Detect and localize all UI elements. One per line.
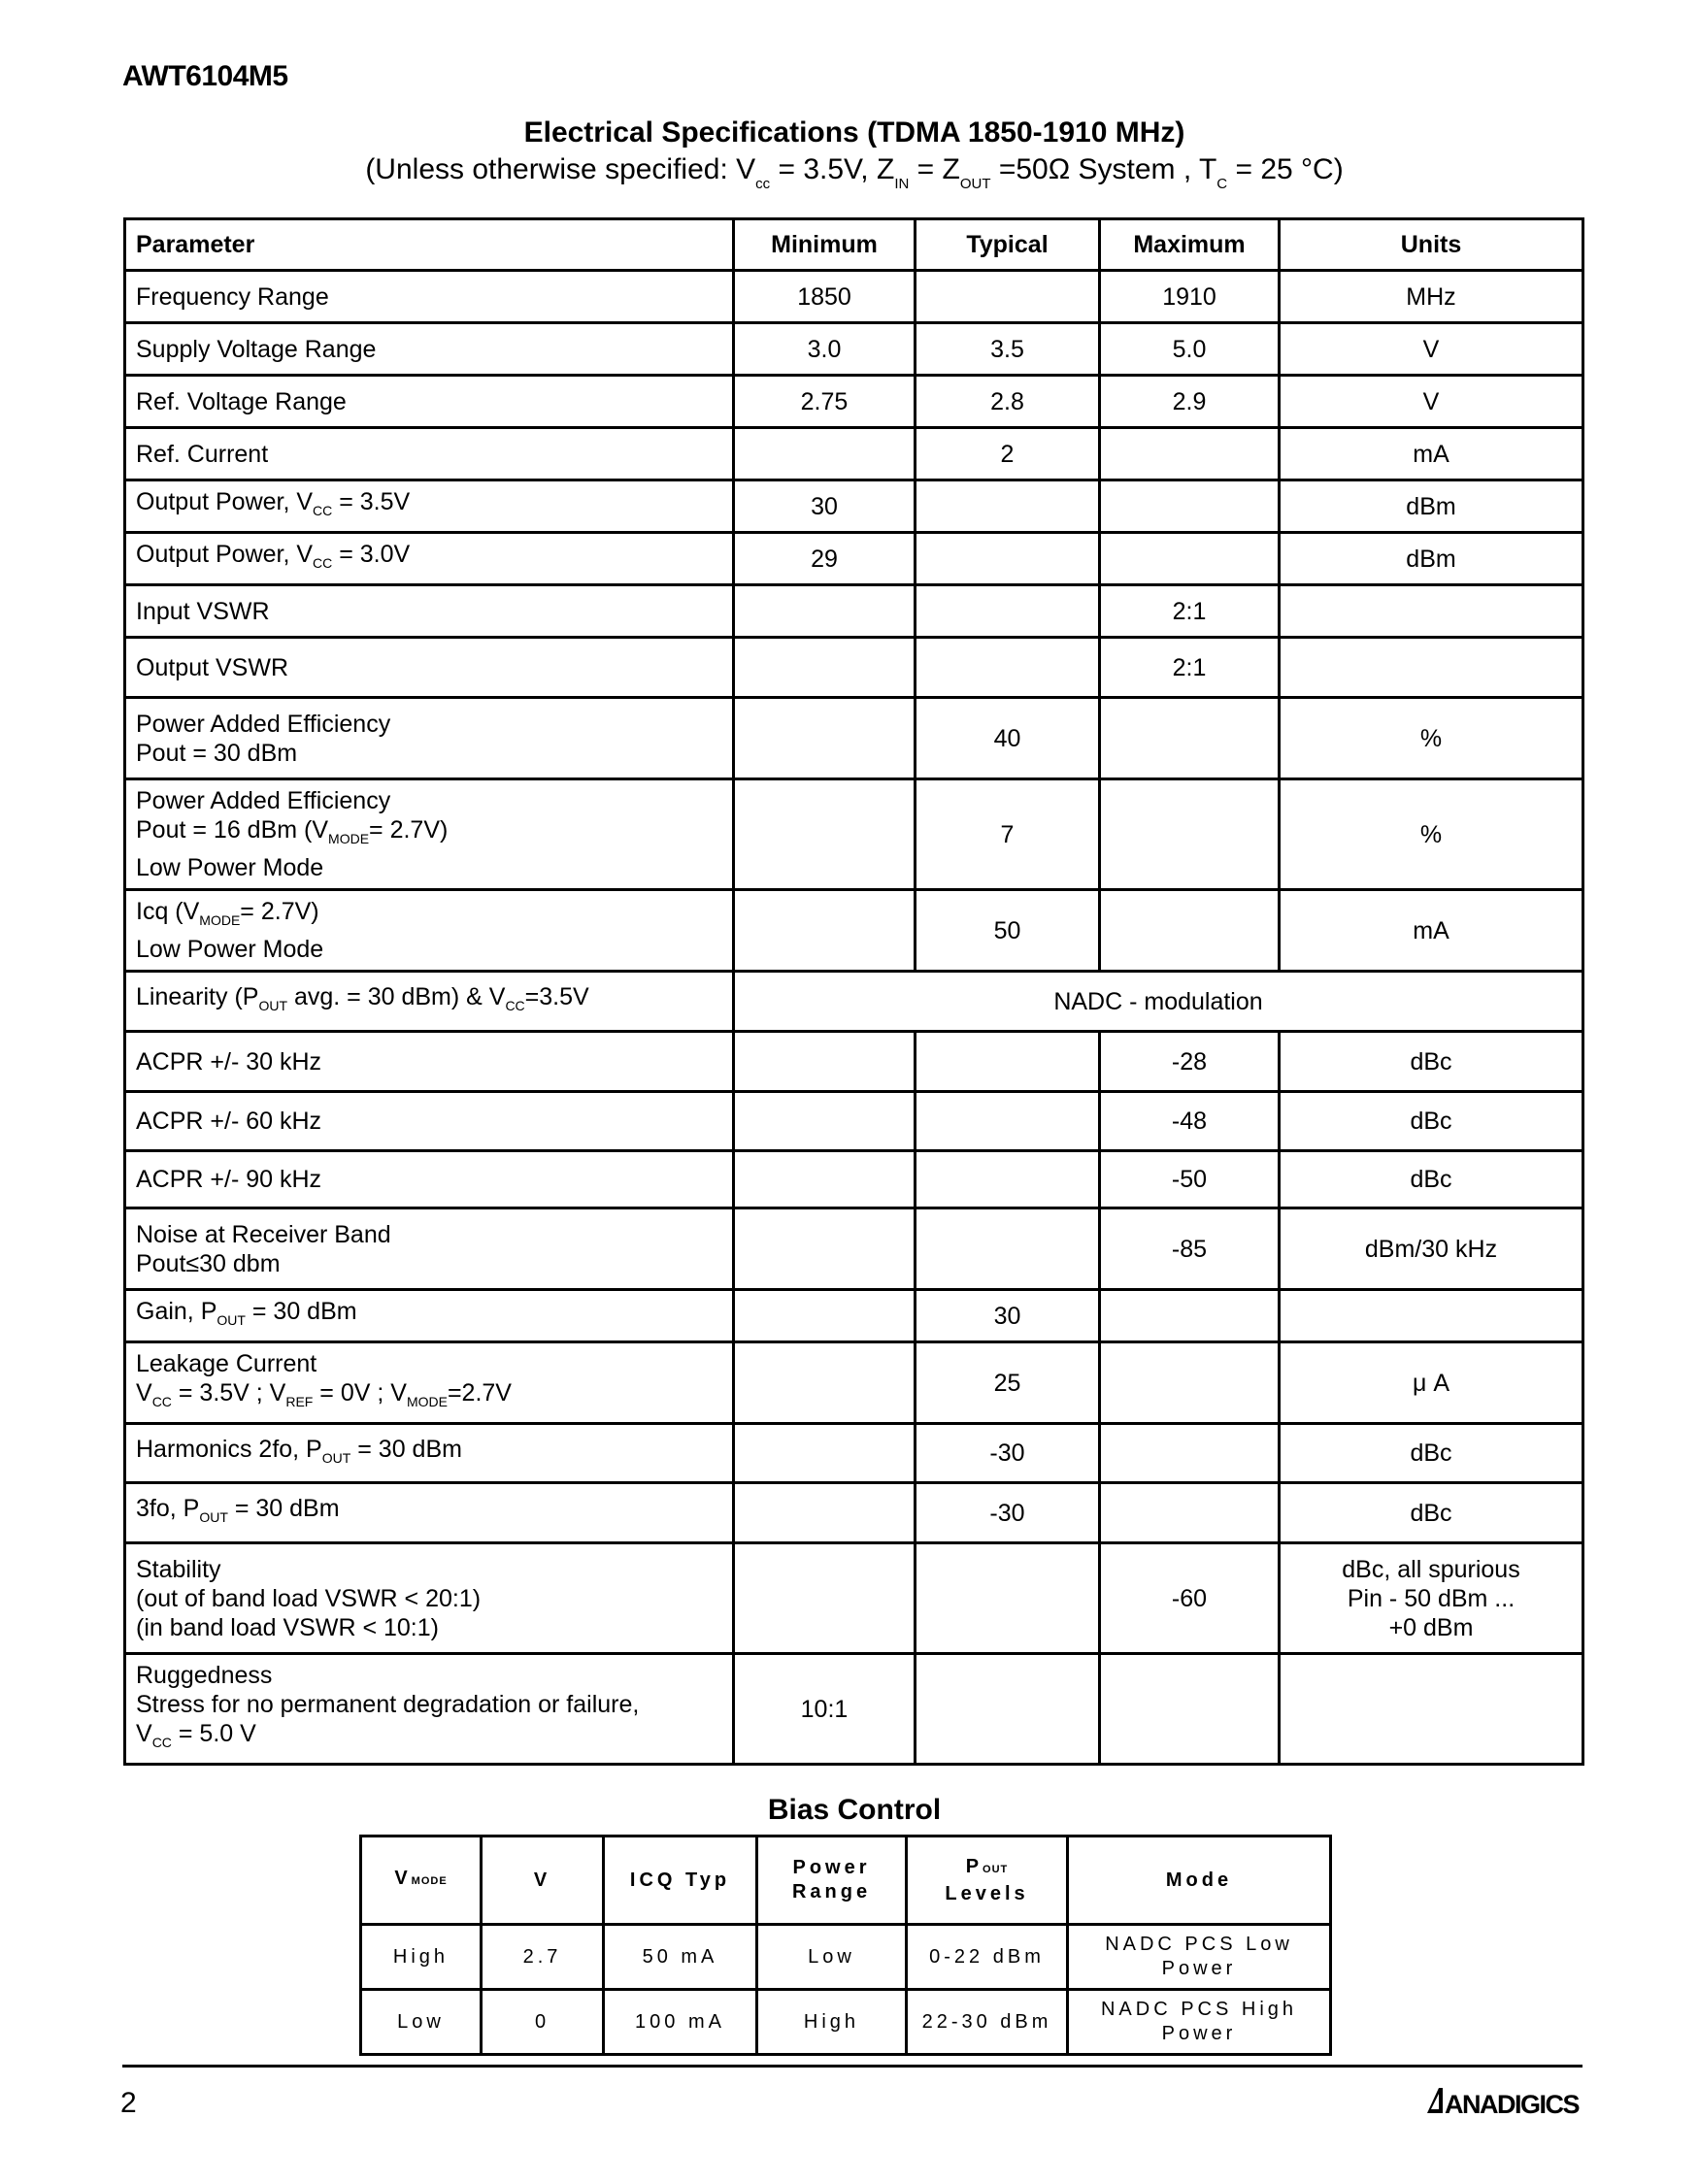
min-cell <box>734 698 916 779</box>
table-row <box>125 585 1583 638</box>
header-vmode: VMODE <box>361 1837 482 1925</box>
header-v: V <box>482 1837 604 1925</box>
header-maximum: Maximum <box>1100 219 1280 271</box>
param-cell: Ref. Current <box>125 428 734 480</box>
units-cell: dBc <box>1280 1092 1583 1151</box>
min-cell <box>734 1032 916 1092</box>
min-cell: 29 <box>734 533 916 585</box>
table-row <box>125 533 1583 585</box>
units-cell: % <box>1280 779 1583 890</box>
typ-cell: 25 <box>916 1342 1100 1424</box>
table-row <box>125 779 1583 890</box>
units-cell: dBc <box>1280 1424 1583 1483</box>
part-number: AWT6104M5 <box>122 60 288 92</box>
units-cell: mA <box>1280 428 1583 480</box>
spec-title: Electrical Specifications (TDMA 1850-1910 MHz) <box>523 116 1185 149</box>
units-cell: dBm <box>1280 533 1583 585</box>
min-cell: 10:1 <box>734 1654 916 1765</box>
min-cell <box>734 1342 916 1424</box>
table-header-row <box>125 219 1583 271</box>
logo-text: ANADIGICS <box>1445 2090 1580 2119</box>
typ-cell <box>916 585 1100 638</box>
units-cell: V <box>1280 323 1583 376</box>
bias-header-row <box>361 1837 1331 1925</box>
param-cell: Ref. Voltage Range <box>125 376 734 428</box>
param-cell: Output Power, $V_{CC} = 3.0V$ <box>125 533 734 585</box>
units-cell: MHz <box>1280 271 1583 323</box>
bias-control-title: Bias Control <box>767 1794 942 1826</box>
min-cell: 1850 <box>734 271 916 323</box>
table-row <box>125 271 1583 323</box>
table-row <box>125 1543 1583 1654</box>
max-cell: -60 <box>1100 1543 1280 1654</box>
bias-mode: NADC PCS Low Power <box>1068 1925 1331 1990</box>
max-cell <box>1100 698 1280 779</box>
param-cell: ACPR +/- 30 kHz <box>125 1032 734 1092</box>
param-cell: Frequency Range <box>125 271 734 323</box>
max-cell <box>1100 1424 1280 1483</box>
typ-cell: -30 <box>916 1424 1100 1483</box>
typ-cell <box>916 271 1100 323</box>
anadigics-logo <box>1425 2080 1584 2123</box>
units-cell: dBc, all spurious Pin - 50 dBm ... +0 dBm <box>1280 1543 1583 1654</box>
min-cell <box>734 1424 916 1483</box>
typ-cell <box>916 1208 1100 1290</box>
header-typical: Typical <box>916 219 1100 271</box>
header-pout-levels: POUT Levels <box>907 1837 1068 1925</box>
typ-cell <box>916 1092 1100 1151</box>
table-row <box>125 1654 1583 1765</box>
param-cell: Leakage Current $V_{CC} = 3.5V$ ; $V_{REF} = 0V$ ; $V_{MODE}=2.7V$ <box>125 1342 734 1424</box>
param-cell: Output VSWR <box>125 638 734 698</box>
table-row <box>125 376 1583 428</box>
table-row <box>125 1424 1583 1483</box>
min-cell <box>734 1151 916 1208</box>
bias-range: High <box>757 1990 907 2055</box>
param-cell: Icq $(V_{MODE}= 2.7V)$ Low Power Mode <box>125 890 734 972</box>
min-cell <box>734 1543 916 1654</box>
param-cell: Power Added Efficiency Pout = 30 dBm <box>125 698 734 779</box>
bias-levels: 0-22 dBm <box>907 1925 1068 1990</box>
max-cell <box>1100 890 1280 972</box>
min-cell <box>734 779 916 890</box>
bias-v: 2.7 <box>482 1925 604 1990</box>
bias-row <box>361 1990 1331 2055</box>
units-cell: dBc <box>1280 1483 1583 1543</box>
units-cell: dBm <box>1280 480 1583 533</box>
table-row <box>125 972 1583 1032</box>
param-cell: Stability (out of band load VSWR < 20:1) (in band load VSWR < 10:1) <box>125 1543 734 1654</box>
typ-cell <box>916 533 1100 585</box>
max-cell: 1910 <box>1100 271 1280 323</box>
units-cell: dBc <box>1280 1032 1583 1092</box>
header-minimum: Minimum <box>734 219 916 271</box>
typ-cell <box>916 1032 1100 1092</box>
max-cell: -50 <box>1100 1151 1280 1208</box>
spec-conditions: (Unless otherwise specified: $V_{cc} = 3.5V$, $Z_{IN} = Z_{OUT} =50\Omega$ System , $T_C = 25$ °C) <box>365 153 1344 192</box>
min-cell <box>734 638 916 698</box>
units-cell: V <box>1280 376 1583 428</box>
table-row <box>125 1290 1583 1342</box>
param-cell: Ruggedness Stress for no permanent degradation or failure, $V_{CC} = 5.0$ V <box>125 1654 734 1765</box>
param-cell: Supply Voltage Range <box>125 323 734 376</box>
footer-rule <box>122 2065 1582 2068</box>
bias-control-table <box>359 1835 1332 2056</box>
max-cell: -28 <box>1100 1032 1280 1092</box>
max-cell: 5.0 <box>1100 323 1280 376</box>
table-row <box>125 638 1583 698</box>
min-cell <box>734 1208 916 1290</box>
units-cell: dBc <box>1280 1151 1583 1208</box>
header-parameter: Parameter <box>125 219 734 271</box>
bias-vmode: High <box>361 1925 482 1990</box>
typ-cell: 3.5 <box>916 323 1100 376</box>
table-row <box>125 1483 1583 1543</box>
table-row <box>125 323 1583 376</box>
min-cell: 3.0 <box>734 323 916 376</box>
min-cell <box>734 1483 916 1543</box>
max-cell <box>1100 1654 1280 1765</box>
min-cell <box>734 890 916 972</box>
max-cell: 2:1 <box>1100 638 1280 698</box>
max-cell <box>1100 779 1280 890</box>
bias-icq: 50 mA <box>604 1925 757 1990</box>
units-cell <box>1280 1654 1583 1765</box>
units-cell: mA <box>1280 890 1583 972</box>
param-cell: Linearity ($P_{OUT}$ avg. = 30 dBm) & $V_{CC}=3.5V$ <box>125 972 734 1032</box>
bias-mode: NADC PCS High Power <box>1068 1990 1331 2055</box>
typ-cell: 30 <box>916 1290 1100 1342</box>
param-cell: Power Added Efficiency Pout = 16 dBm $(V_{MODE}= 2.7V)$ Low Power Mode <box>125 779 734 890</box>
max-cell: 2.9 <box>1100 376 1280 428</box>
bias-levels: 22-30 dBm <box>907 1990 1068 2055</box>
units-cell <box>1280 1290 1583 1342</box>
max-cell: 2:1 <box>1100 585 1280 638</box>
max-cell <box>1100 1483 1280 1543</box>
typ-cell: 7 <box>916 779 1100 890</box>
header-icq: ICQ Typ <box>604 1837 757 1925</box>
typ-cell: 2 <box>916 428 1100 480</box>
param-cell: Output Power, $V_{CC} = 3.5V$ <box>125 480 734 533</box>
bias-v: 0 <box>482 1990 604 2055</box>
param-cell: Harmonics 2fo, $P_{OUT} = 30$ dBm <box>125 1424 734 1483</box>
units-cell <box>1280 638 1583 698</box>
max-cell <box>1100 533 1280 585</box>
param-cell: Gain, $P_{OUT} = 30$ dBm <box>125 1290 734 1342</box>
bias-vmode: Low <box>361 1990 482 2055</box>
units-cell: dBm/30 kHz <box>1280 1208 1583 1290</box>
max-cell: -48 <box>1100 1092 1280 1151</box>
min-cell: 30 <box>734 480 916 533</box>
param-cell: ACPR +/- 90 kHz <box>125 1151 734 1208</box>
bias-row <box>361 1925 1331 1990</box>
units-cell: % <box>1280 698 1583 779</box>
table-row <box>125 480 1583 533</box>
units-cell <box>1280 585 1583 638</box>
bias-range: Low <box>757 1925 907 1990</box>
table-row <box>125 890 1583 972</box>
units-cell: μ A <box>1280 1342 1583 1424</box>
param-cell: ACPR +/- 60 kHz <box>125 1092 734 1151</box>
typ-cell: 50 <box>916 890 1100 972</box>
typ-cell: 2.8 <box>916 376 1100 428</box>
typ-cell <box>916 1543 1100 1654</box>
min-cell <box>734 428 916 480</box>
typ-cell <box>916 638 1100 698</box>
min-cell <box>734 1092 916 1151</box>
page-number: 2 <box>120 2087 137 2119</box>
header-power-range: Power Range <box>757 1837 907 1925</box>
param-cell: 3fo, $P_{OUT} = 30$ dBm <box>125 1483 734 1543</box>
min-cell <box>734 1290 916 1342</box>
typ-cell: 40 <box>916 698 1100 779</box>
max-cell <box>1100 428 1280 480</box>
param-cell: Noise at Receiver Band Pout≤30 dbm <box>125 1208 734 1290</box>
typ-cell <box>916 1151 1100 1208</box>
modulation-cell: NADC - modulation <box>734 972 1583 1032</box>
table-row <box>125 698 1583 779</box>
min-cell: 2.75 <box>734 376 916 428</box>
typ-cell <box>916 480 1100 533</box>
table-row <box>125 1032 1583 1092</box>
table-row <box>125 428 1583 480</box>
table-row <box>125 1342 1583 1424</box>
table-row <box>125 1092 1583 1151</box>
header-units: Units <box>1280 219 1583 271</box>
table-row <box>125 1151 1583 1208</box>
typ-cell: -30 <box>916 1483 1100 1543</box>
param-cell: Input VSWR <box>125 585 734 638</box>
max-cell <box>1100 1342 1280 1424</box>
min-cell <box>734 585 916 638</box>
typ-cell <box>916 1654 1100 1765</box>
max-cell: -85 <box>1100 1208 1280 1290</box>
max-cell <box>1100 480 1280 533</box>
table-row <box>125 1208 1583 1290</box>
max-cell <box>1100 1290 1280 1342</box>
bias-icq: 100 mA <box>604 1990 757 2055</box>
header-mode: Mode <box>1068 1837 1331 1925</box>
electrical-spec-table <box>123 217 1584 1766</box>
